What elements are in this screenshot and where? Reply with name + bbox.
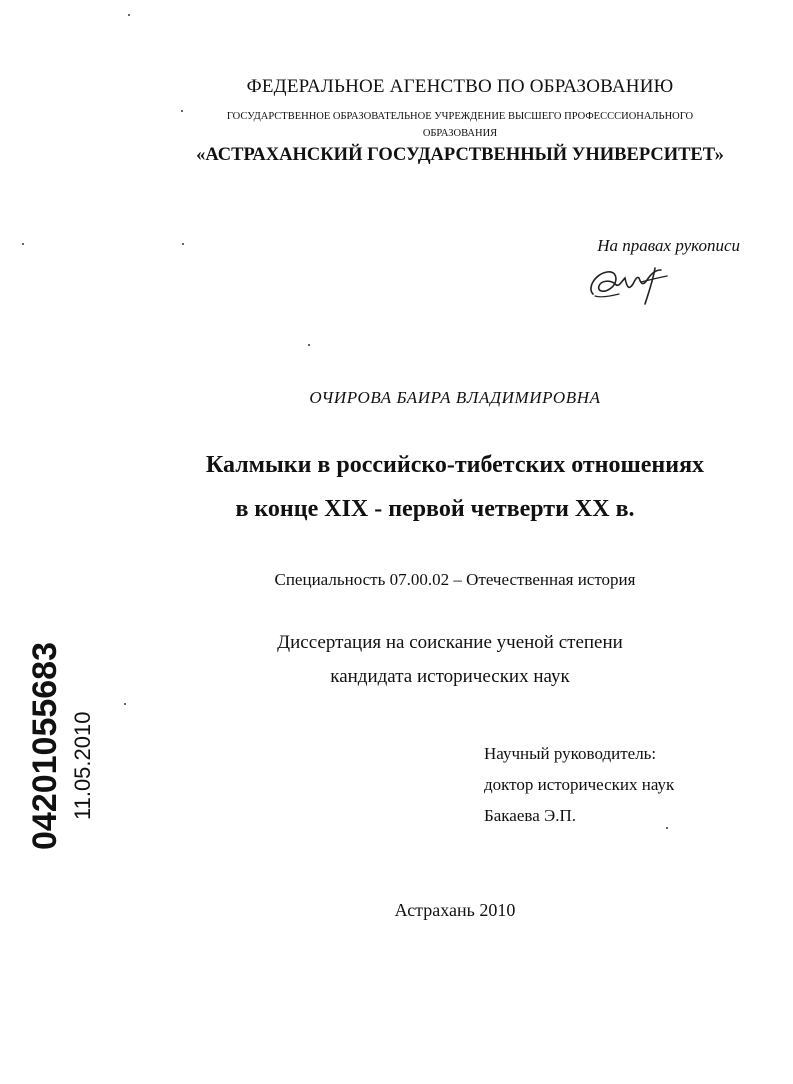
city-year: Астрахань 2010 [394,900,516,920]
supervisor-name: Бакаева Э.П. [484,806,576,825]
dissertation-title-line-1: Калмыки в российско-тибетских отношениях [205,452,705,478]
institution-line-1: ГОСУДАРСТВЕННОЕ ОБРАЗОВАТЕЛЬНОЕ УЧРЕЖДЕНИЕ ВЫСШЕГО ПРОФЕСССИОНАЛЬНОГО [226,111,694,122]
manuscript-rights-label: На правах рукописи [597,236,740,255]
degree-line-1: Диссертация на соискание ученой степени [277,632,623,653]
signature-icon [585,258,685,308]
university-name: «АСТРАХАНСКИЙ ГОСУДАРСТВЕННЫЙ УНИВЕРСИТЕТ» [196,145,724,165]
institution-line-2: ОБРАЗОВАНИЯ [422,128,498,139]
scan-speck [22,243,24,245]
dissertation-title-line-2: в конце XIX - первой четверти XX в. [235,496,635,522]
supervisor-block [484,738,764,831]
scan-speck [666,827,668,829]
stamp-number: 04201055683 [26,642,64,851]
agency-name: ФЕДЕРАЛЬНОЕ АГЕНСТВО ПО ОБРАЗОВАНИЮ [246,76,674,97]
supervisor-degree: доктор исторических наук [484,775,675,794]
scan-speck [124,703,126,705]
degree-line-2: кандидата исторических наук [330,666,570,687]
scan-speck [128,14,130,16]
scan-speck [181,110,183,112]
supervisor-label: Научный руководитель: [484,744,657,763]
scan-speck [182,243,184,245]
specialty: Специальность 07.00.02 – Отечественная история [274,570,636,589]
stamp-date: 11.05.2010 [70,711,95,821]
institution-name [200,108,720,142]
scan-speck [308,344,310,346]
author-name: ОЧИРОВА БАИРА ВЛАДИМИРОВНА [309,388,601,407]
